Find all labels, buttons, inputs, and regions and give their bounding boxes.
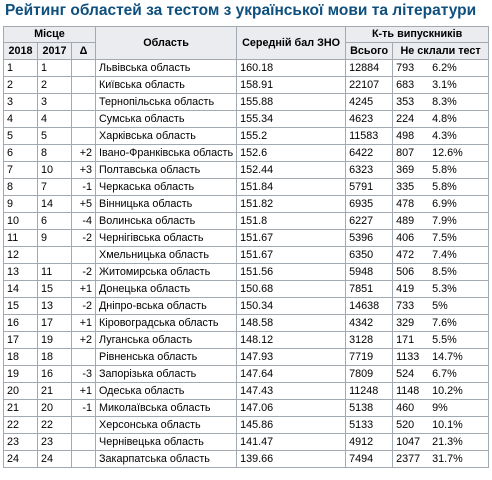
avg-score-cell: 148.58 [237,315,346,332]
avg-score-cell: 150.68 [237,281,346,298]
total-graduates-cell: 4342 [346,315,393,332]
failed-count: 419 [396,283,415,295]
region-cell: Волинська область [96,213,237,230]
rank-delta-cell: -4 [72,213,96,230]
table-row [4,315,489,332]
failed-cell [393,230,489,247]
table-row [4,230,489,247]
rank-delta-cell [72,111,96,128]
avg-score-cell: 155.88 [237,94,346,111]
failed-percent: 6.7% [432,368,457,380]
failed-count: 1133 [396,351,420,363]
table-row [4,264,489,281]
failed-percent: 12.6% [432,147,463,159]
table-row [4,60,489,77]
failed-count: 807 [396,147,415,159]
failed-cell [393,179,489,196]
region-cell: Луганська область [96,332,237,349]
rank-delta-cell: -1 [72,179,96,196]
avg-score-cell: 152.44 [237,162,346,179]
rank-delta-cell [72,434,96,451]
rank-2018-cell: 12 [4,247,38,264]
region-cell: Івано-Франківська область [96,145,237,162]
failed-cell [393,349,489,366]
rank-delta-cell [72,60,96,77]
rank-2017-cell: 23 [38,434,72,451]
total-graduates-cell: 6227 [346,213,393,230]
total-graduates-cell: 7851 [346,281,393,298]
failed-cell [393,400,489,417]
total-graduates-cell: 5396 [346,230,393,247]
total-graduates-cell: 7809 [346,366,393,383]
rank-delta-cell [72,77,96,94]
avg-score-header: Середній бал ЗНО [237,27,346,60]
failed-count: 369 [396,164,415,176]
region-header: Область [96,27,237,60]
failed-cell [393,332,489,349]
region-cell: Чернівецька область [96,434,237,451]
avg-score-cell: 150.34 [237,298,346,315]
failed-count: 1148 [396,385,420,397]
header-row-1 [4,27,489,43]
failed-count: 478 [396,198,415,210]
table-row [4,111,489,128]
rank-2018-cell: 4 [4,111,38,128]
failed-count: 335 [396,181,415,193]
region-cell: Житомирська область [96,264,237,281]
avg-score-cell: 152.6 [237,145,346,162]
region-cell: Кіровоградська область [96,315,237,332]
rank-delta-cell: +1 [72,281,96,298]
total-graduates-cell: 12884 [346,60,393,77]
table-row [4,213,489,230]
rank-2017-cell: 8 [38,145,72,162]
rank-2018-cell: 10 [4,213,38,230]
avg-score-cell: 151.82 [237,196,346,213]
failed-percent: 5.5% [432,334,457,346]
rank-2018-cell: 16 [4,315,38,332]
failed-cell [393,77,489,94]
rank-2017-cell: 7 [38,179,72,196]
rank-2018-cell: 17 [4,332,38,349]
avg-score-cell: 148.12 [237,332,346,349]
graduates-header: К-ть випускників [346,27,489,43]
avg-score-cell: 158.91 [237,77,346,94]
failed-cell [393,315,489,332]
failed-percent: 10.1% [432,419,463,431]
failed-percent: 3.1% [432,79,457,91]
avg-score-cell: 151.56 [237,264,346,281]
failed-percent: 7.9% [432,215,457,227]
region-cell: Херсонська область [96,417,237,434]
rank-2018-cell: 8 [4,179,38,196]
page-title: Рейтинг областей за тестом з української мови та літератури [5,2,477,19]
rank-delta-cell [72,247,96,264]
failed-cell [393,417,489,434]
region-cell: Закарпатська область [96,451,237,468]
total-graduates-cell: 6422 [346,145,393,162]
avg-score-cell: 151.8 [237,213,346,230]
avg-score-cell: 160.18 [237,60,346,77]
rank-2017-cell: 4 [38,111,72,128]
avg-score-cell: 151.67 [237,247,346,264]
failed-count: 520 [396,419,415,431]
table-row [4,247,489,264]
region-cell: Чернігівська область [96,230,237,247]
failed-percent: 5.3% [432,283,457,295]
rank-2017-cell: 2 [38,77,72,94]
rank-2018-cell: 5 [4,128,38,145]
rank-delta-cell [72,128,96,145]
table-row [4,298,489,315]
failed-percent: 21.3% [432,436,463,448]
rank-delta-cell: +3 [72,162,96,179]
rank-2018-cell: 19 [4,366,38,383]
rank-delta-cell: -3 [72,366,96,383]
failed-percent: 7.4% [432,249,457,261]
avg-score-cell: 151.84 [237,179,346,196]
rating-table [3,26,489,468]
table-row [4,451,489,468]
rank-2017-cell: 21 [38,383,72,400]
rank-2017-cell: 22 [38,417,72,434]
rank-2018-cell: 20 [4,383,38,400]
region-cell: Полтавська область [96,162,237,179]
rank-delta-cell: -2 [72,264,96,281]
region-cell: Миколаївська область [96,400,237,417]
failed-percent: 4.3% [432,130,457,142]
rank-2018-cell: 1 [4,60,38,77]
total-graduates-cell: 11583 [346,128,393,145]
failed-cell [393,213,489,230]
rank-2018-cell: 22 [4,417,38,434]
table-row [4,94,489,111]
failed-cell [393,94,489,111]
rank-delta-cell: +1 [72,315,96,332]
table-row [4,434,489,451]
failed-percent: 8.3% [432,96,457,108]
rank-2017-cell: 11 [38,264,72,281]
avg-score-cell: 145.86 [237,417,346,434]
table-row [4,179,489,196]
region-cell: Запорізька область [96,366,237,383]
rank-2018-cell: 24 [4,451,38,468]
rank-2017-cell [38,247,72,264]
rank-2017-cell: 10 [38,162,72,179]
failed-count: 224 [396,113,415,125]
rank-2018-cell: 23 [4,434,38,451]
total-graduates-cell: 6323 [346,162,393,179]
total-graduates-cell: 7494 [346,451,393,468]
failed-cell [393,366,489,383]
failed-count: 524 [396,368,415,380]
failed-count: 489 [396,215,415,227]
failed-percent: 6.9% [432,198,457,210]
total-graduates-cell: 4912 [346,434,393,451]
total-graduates-cell: 3128 [346,332,393,349]
failed-count: 683 [396,79,415,91]
avg-score-cell: 155.34 [237,111,346,128]
total-graduates-cell: 6350 [346,247,393,264]
table-row [4,145,489,162]
failed-percent: 8.5% [432,266,457,278]
rank-delta-cell: +2 [72,332,96,349]
delta-header: Δ [72,43,96,60]
failed-percent: 7.6% [432,317,457,329]
year-2018-header: 2018 [4,43,38,60]
failed-percent: 6.2% [432,62,457,74]
rank-2017-cell: 1 [38,60,72,77]
table-row [4,162,489,179]
rank-2018-cell: 3 [4,94,38,111]
total-graduates-cell: 5133 [346,417,393,434]
failed-count: 498 [396,130,415,142]
failed-count: 1047 [396,436,421,448]
avg-score-cell: 147.06 [237,400,346,417]
failed-cell [393,111,489,128]
total-graduates-cell: 7719 [346,349,393,366]
region-cell: Київська область [96,77,237,94]
rank-delta-cell [72,94,96,111]
failed-percent: 5% [432,300,448,312]
rank-2018-cell: 21 [4,400,38,417]
rank-2017-cell: 18 [38,349,72,366]
failed-count: 329 [396,317,415,329]
total-graduates-cell: 5138 [346,400,393,417]
table-header [4,27,489,60]
failed-cell [393,434,489,451]
avg-score-cell: 147.93 [237,349,346,366]
region-cell: Львівська область [96,60,237,77]
region-cell: Тернопільська область [96,94,237,111]
total-graduates-cell: 4245 [346,94,393,111]
failed-cell [393,247,489,264]
avg-score-cell: 155.2 [237,128,346,145]
failed-count: 2377 [396,453,421,465]
failed-header: Не склали тест [393,43,489,60]
region-cell: Одеська область [96,383,237,400]
rank-2017-cell: 24 [38,451,72,468]
avg-score-cell: 151.67 [237,230,346,247]
rank-2017-cell: 19 [38,332,72,349]
failed-cell [393,162,489,179]
failed-percent: 7.5% [432,232,457,244]
total-graduates-cell: 14638 [346,298,393,315]
rank-2017-cell: 3 [38,94,72,111]
failed-count: 733 [396,300,415,312]
place-header: Місце [4,27,96,43]
region-cell: Дніпро-вська область [96,298,237,315]
total-graduates-cell: 22107 [346,77,393,94]
failed-count: 171 [396,334,415,346]
region-cell: Хмельницька область [96,247,237,264]
avg-score-cell: 139.66 [237,451,346,468]
rank-delta-cell: +5 [72,196,96,213]
table-row [4,77,489,94]
failed-cell [393,451,489,468]
region-cell: Сумська область [96,111,237,128]
rank-2017-cell: 16 [38,366,72,383]
table-row [4,383,489,400]
rank-2018-cell: 7 [4,162,38,179]
rank-2017-cell: 13 [38,298,72,315]
table-row [4,366,489,383]
rank-2017-cell: 14 [38,196,72,213]
table-body [4,60,489,468]
rank-delta-cell [72,451,96,468]
total-header: Всього [346,43,393,60]
failed-cell [393,128,489,145]
rank-2018-cell: 6 [4,145,38,162]
region-cell: Донецька область [96,281,237,298]
region-cell: Харківська область [96,128,237,145]
failed-cell [393,60,489,77]
failed-count: 353 [396,96,415,108]
region-cell: Черкаська область [96,179,237,196]
failed-count: 506 [396,266,415,278]
failed-percent: 9% [432,402,448,414]
avg-score-cell: 147.64 [237,366,346,383]
rank-delta-cell [72,417,96,434]
rank-2018-cell: 2 [4,77,38,94]
rank-2018-cell: 11 [4,230,38,247]
table-row [4,400,489,417]
failed-cell [393,145,489,162]
table-row [4,281,489,298]
table-row [4,196,489,213]
failed-count: 460 [396,402,415,414]
rank-delta-cell: -2 [72,298,96,315]
avg-score-cell: 141.47 [237,434,346,451]
rank-2018-cell: 18 [4,349,38,366]
failed-count: 793 [396,62,415,74]
failed-percent: 5.8% [432,164,457,176]
total-graduates-cell: 5791 [346,179,393,196]
failed-cell [393,298,489,315]
rank-2018-cell: 15 [4,298,38,315]
failed-percent: 10.2% [432,385,463,397]
rank-2017-cell: 17 [38,315,72,332]
table-row [4,128,489,145]
failed-percent: 5.8% [432,181,457,193]
region-cell: Рівненська область [96,349,237,366]
year-2017-header: 2017 [38,43,72,60]
total-graduates-cell: 11248 [346,383,393,400]
rank-2018-cell: 9 [4,196,38,213]
table-row [4,332,489,349]
rank-2017-cell: 20 [38,400,72,417]
rank-delta-cell: -1 [72,400,96,417]
failed-cell [393,383,489,400]
rank-delta-cell [72,349,96,366]
rank-2017-cell: 9 [38,230,72,247]
failed-count: 406 [396,232,415,244]
failed-percent: 14.7% [432,351,463,363]
failed-percent: 31.7% [432,453,463,465]
rank-2018-cell: 13 [4,264,38,281]
rank-delta-cell: +2 [72,145,96,162]
total-graduates-cell: 5948 [346,264,393,281]
total-graduates-cell: 4623 [346,111,393,128]
failed-count: 472 [396,249,415,261]
failed-cell [393,264,489,281]
failed-cell [393,281,489,298]
failed-percent: 4.8% [432,113,457,125]
rank-delta-cell: +1 [72,383,96,400]
total-graduates-cell: 6935 [346,196,393,213]
region-cell: Вінницька область [96,196,237,213]
table-row [4,417,489,434]
rank-2018-cell: 14 [4,281,38,298]
rank-delta-cell: -2 [72,230,96,247]
rank-2017-cell: 15 [38,281,72,298]
rank-2017-cell: 6 [38,213,72,230]
failed-cell [393,196,489,213]
avg-score-cell: 147.43 [237,383,346,400]
rank-2017-cell: 5 [38,128,72,145]
table-row [4,349,489,366]
